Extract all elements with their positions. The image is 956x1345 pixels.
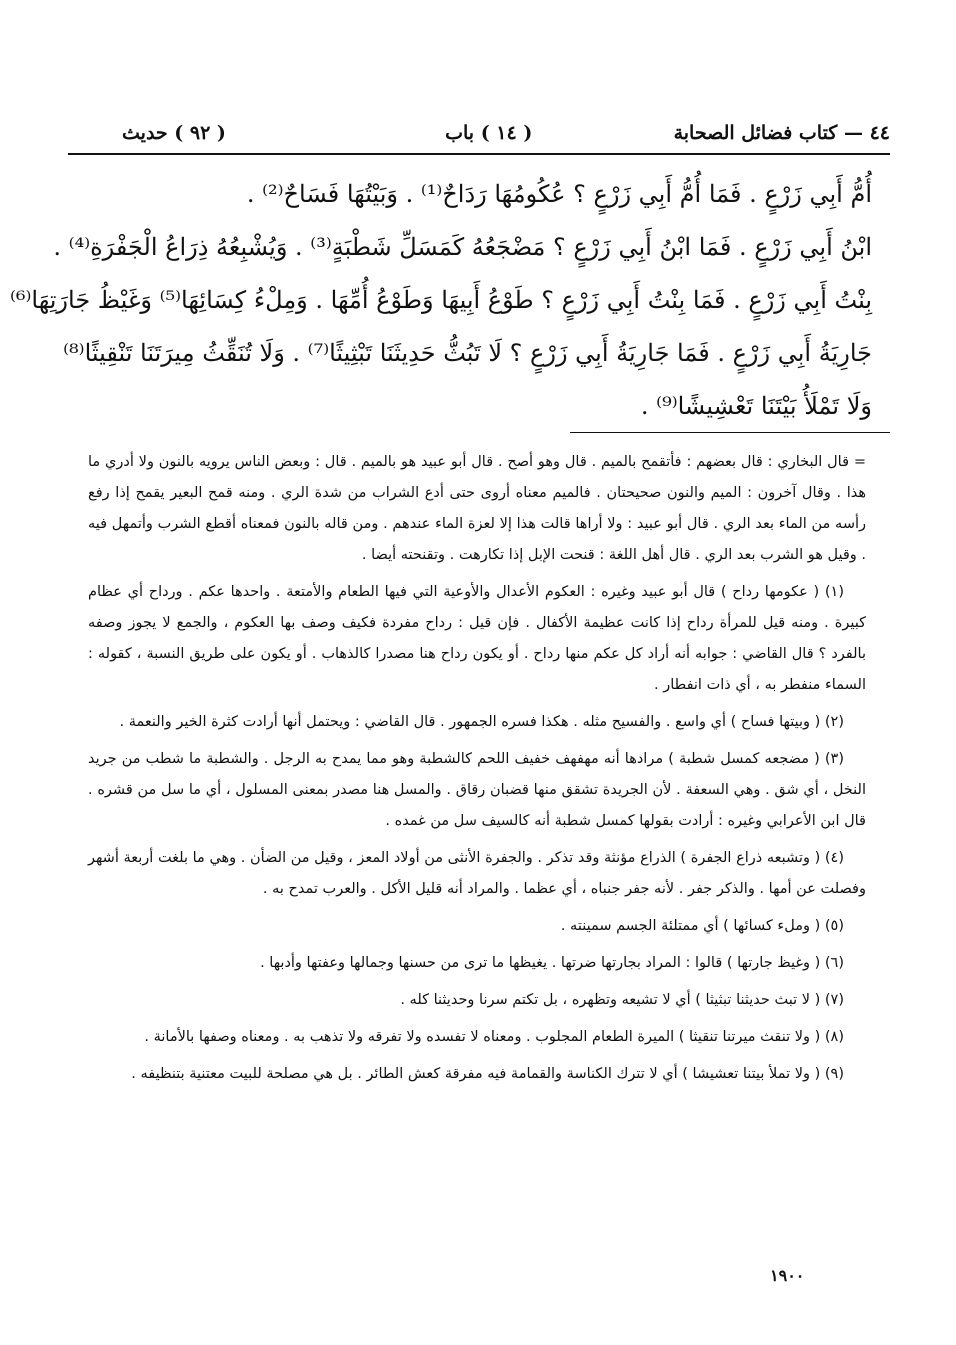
footnote-divider — [570, 432, 890, 433]
running-header — [70, 118, 890, 152]
header-chapter-number: ( ١٤ ) باب — [445, 122, 533, 144]
hadith-line: جَارِيَةُ أَبِي زَرْعٍ . فَمَا جَارِيَةُ أَبِي زَرْعٍ ؟ لَا تَبُثُّ حَدِيثَنَا تَبْثِيثًا⁽⁷⁾ . وَلَا تُنَقِّثُ مِيرَتَنَا تَنْقِيثًا⁽⁸⁾ — [63, 339, 872, 367]
header-book-title: ٤٤ — كتاب فضائل الصحابة — [673, 122, 890, 144]
footnote-5: (٥) ( وملء كسائها ) أي ممتلئة الجسم سمينته . — [560, 918, 844, 934]
header-hadith-number: ( ٩٢ ) حديث — [122, 122, 226, 144]
hadith-line: وَلَا تَمْلَأُ بَيْتَنَا تَعْشِيشًا⁽⁹⁾ . — [640, 392, 872, 420]
footnote-6: (٦) ( وغيظ جارتها ) قالوا : المراد بجارتها ضرتها . يغيظها ما ترى من حسنها وجمالها وعفتها وأدبها . — [260, 955, 844, 971]
footnote-8: (٨) ( ولا تنقث ميرتنا تنقيثا ) الميرة الطعام المجلوب . ومعناه لا تفسده ولا تفرقه ولا تذهب به . ومعناه وصفها بالأمانة . — [144, 1029, 844, 1045]
footnote-7: (٧) ( لا تبث حديثنا تبثيثا ) أي لا تشيعه وتظهره ، بل تكتم سرنا وحديثنا كله . — [400, 992, 844, 1008]
hadith-line: ابْنُ أَبِي زَرْعٍ . فَمَا ابْنُ أَبِي زَرْعٍ ؟ مَضْجَعُهُ كَمَسَلِّ شَطْبَةٍ⁽³⁾ . وَيُشْبِعُهُ ذِرَاعُ الْجَفْرَةِ⁽⁴⁾ . — [53, 233, 872, 261]
note-continuation: = قال البخاري : قال بعضهم : فأتقمح بالميم . قال وهو أصح . قال أبو عبيد هو بالميم . قال : وبعض الناس يرويه بالنون ولا أدري ما هذا . وقال آخرون : الميم والنون صحيحتان . فالميم معناه أروى حتى أدع الشراب من شدة الري . ومنه قمح البعير يقمح إذا رفع رأسه من الماء بعد الري . قال أبو عبيد : ولا أراها قالت هذا إلا لعزة الماء عندهم . ومن قاله بالنون فمعناه أقطع الشرب وأتمهل فيه . وقيل هو الشرب بعد الري . قال أهل اللغة : قنحت الإبل إذا تكارهت . وتقنحته أيضا . — [88, 454, 866, 563]
footnote-3: (٣) ( مضجعه كمسل شطبة ) مرادها أنه مهفهف خفيف اللحم كالشطبة وهو مما يمدح به الرجل . والشطبة ما شطب من جريد النخل ، أي شق . وهي السعفة . لأن الجريدة تشقق منها قضبان رقاق . والمسل هنا مصدر بمعنى المسلول ، أي ما سل من قشره . قال ابن الأعرابي وغيره : أرادت بقولها كمسل شطبة أنه كالسيف سل من غمده . — [88, 751, 866, 829]
header-divider — [68, 153, 890, 155]
footnote-4: (٤) ( وتشبعه ذراع الجفرة ) الذراع مؤنثة وقد تذكر . والجفرة الأنثى من أولاد المعز ، وقيل من الضأن . وهي ما بلغت أربعة أشهر وفصلت عن أمها . والذكر جفر . لأنه جفر جنباه ، أي عظما . والمراد أنه قليل الأكل . والعرب تمدح به . — [88, 850, 866, 897]
hadith-line: بِنْتُ أَبِي زَرْعٍ . فَمَا بِنْتُ أَبِي زَرْعٍ ؟ طَوْعُ أَبِيهَا وَطَوْعُ أُمِّهَا . وَمِلْءُ كِسَائِهَا⁽⁵⁾ وَغَيْظُ جَارَتِهَا⁽⁶⁾ — [9, 286, 872, 314]
footnote-9: (٩) ( ولا تملأ بيتنا تعشيشا ) أي لا تترك الكناسة والقمامة فيه مفرقة كعش الطائر . بل هي مصلحة للبيت معتنية بتنظيفه . — [131, 1066, 844, 1082]
footnote-2: (٢) ( وبيتها فساح ) أي واسع . والفسيح مثله . هكذا فسره الجمهور . قال القاضي : ويحتمل أنها أرادت كثرة الخير والنعمة . — [119, 714, 844, 730]
hadith-line: أُمُّ أَبِي زَرْعٍ . فَمَا أُمُّ أَبِي زَرْعٍ ؟ عُكُومُهَا رَدَاحٌ⁽¹⁾ . وَبَيْتُهَا فَسَاحٌ⁽²⁾ . — [246, 180, 872, 208]
commentary-notes — [88, 447, 866, 1096]
footnote-1: (١) ( عكومها رداح ) قال أبو عبيد وغيره : العكوم الأعدال والأوعية التي فيها الطعام والأمتعة . واحدها عكم . ورداح أي عظام كبيرة . ومنه قيل للمرأة رداح إذا كانت عظيمة الأكفال . فإن قيل : رداح مفردة فكيف وصف بها العكوم ، والجمع لا يجوز وصفه بالفرد ؟ قال القاضي : جوابه أنه أراد كل عكم منها رداح . أو يكون رداح هنا مصدرا كالذهاب . أو يكون على طريق النسبة ، كقوله : السماء منفطر به ، أي ذات انفطار . — [88, 584, 866, 693]
page-number: ١٩٠٠ — [770, 1266, 805, 1285]
hadith-text — [9, 168, 872, 433]
